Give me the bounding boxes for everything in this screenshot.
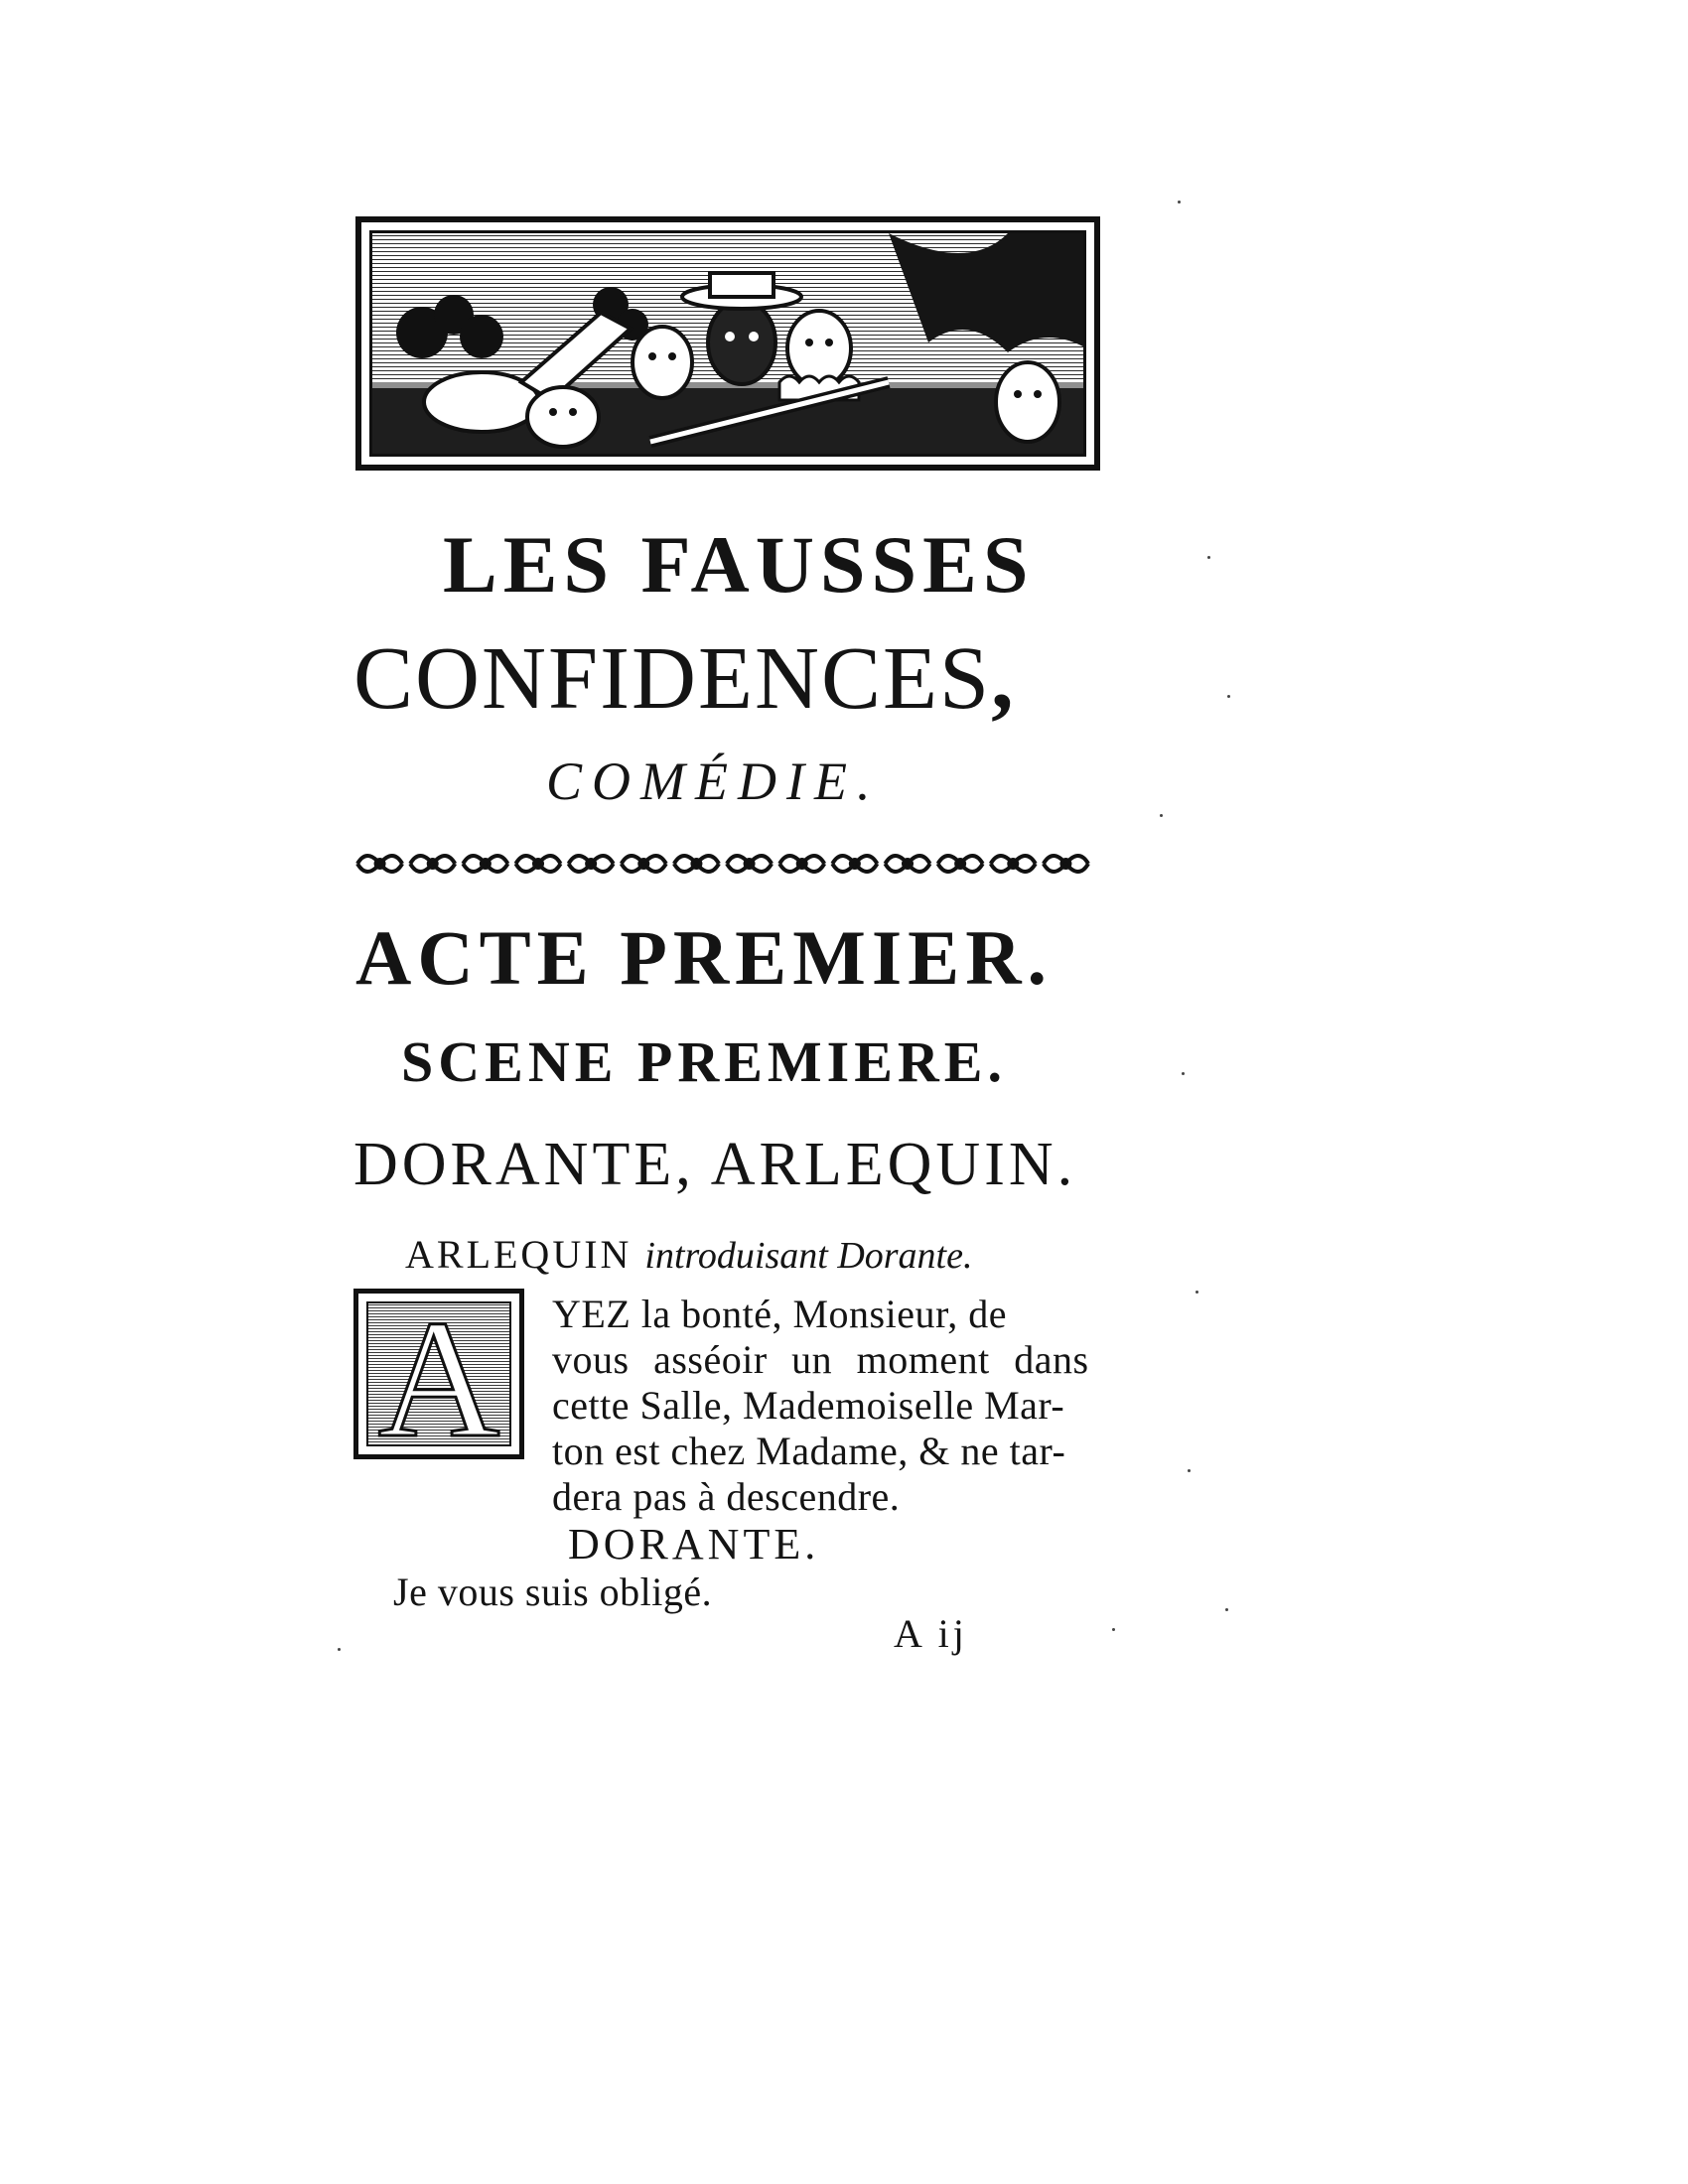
title-line-2 — [353, 627, 1016, 730]
fleuron-dot — [587, 860, 595, 868]
title-line-2-punct: , — [991, 629, 1016, 728]
ink-speck — [1196, 1291, 1198, 1294]
speech-line: vous asséoir un moment dans — [552, 1337, 1089, 1382]
ink-speck — [1227, 695, 1230, 698]
fleuron-dot — [904, 860, 912, 868]
dropcap-frame — [366, 1301, 511, 1446]
fleuron-dot — [534, 860, 542, 868]
fleuron-dot — [376, 860, 384, 868]
headpiece-illustration — [372, 233, 1086, 457]
ink-speck — [1225, 1608, 1228, 1611]
ink-speck — [1182, 1072, 1185, 1075]
fleuron-dot — [639, 860, 647, 868]
fleuron-dot — [1061, 860, 1069, 868]
speech-line: cette Salle, Mademoiselle Mar- — [552, 1383, 1065, 1428]
fleuron-dot — [798, 860, 806, 868]
ink-speck — [1207, 556, 1210, 559]
fleuron-band-icon — [353, 846, 1092, 882]
fleuron-dot — [956, 860, 964, 868]
act-heading: ACTE PREMIER. — [355, 914, 1054, 1001]
dropcap-letter: A — [377, 1301, 500, 1446]
headpiece-frame — [369, 230, 1086, 457]
speech-line: dera pas à descendre. — [552, 1474, 901, 1519]
fleuron-dot — [692, 860, 700, 868]
fleuron-dot — [851, 860, 859, 868]
speaker-arlequin — [405, 1231, 972, 1278]
ink-speck — [1160, 814, 1163, 817]
ink-speck — [338, 1648, 341, 1651]
fleuron-dot — [482, 860, 490, 868]
theatre-masks-woodcut-icon — [355, 216, 1100, 471]
signature-mark: A ij — [894, 1611, 968, 1656]
ink-speck — [1112, 1628, 1115, 1631]
stage-direction: introduisant Dorante. — [644, 1235, 973, 1277]
speech-line: ton est chez Madame, & ne tar- — [552, 1429, 1066, 1473]
ink-speck — [1188, 1469, 1191, 1472]
title-line-1: LES FAUSSES — [443, 519, 1035, 610]
speech-line: Je vous suis obligé. — [393, 1570, 713, 1614]
scene-heading: SCENE PREMIERE. — [401, 1029, 1007, 1094]
fleuron-dot — [1009, 860, 1017, 868]
speaker-dorante: DORANTE. — [568, 1520, 820, 1569]
ink-speck — [1178, 201, 1181, 204]
speaker-name: ARLEQUIN — [405, 1232, 633, 1277]
speech-line: YEZ la bonté, Monsieur, de — [552, 1292, 1007, 1336]
subtitle: COMÉDIE. — [546, 751, 881, 811]
characters-list: DORANTE, ARLEQUIN. — [353, 1131, 1077, 1198]
fleuron-dot — [746, 860, 754, 868]
floral-dropcap-icon — [353, 1289, 524, 1459]
title-line-2-text: CONFIDENCES — [353, 629, 992, 728]
fleuron-dot — [429, 860, 437, 868]
